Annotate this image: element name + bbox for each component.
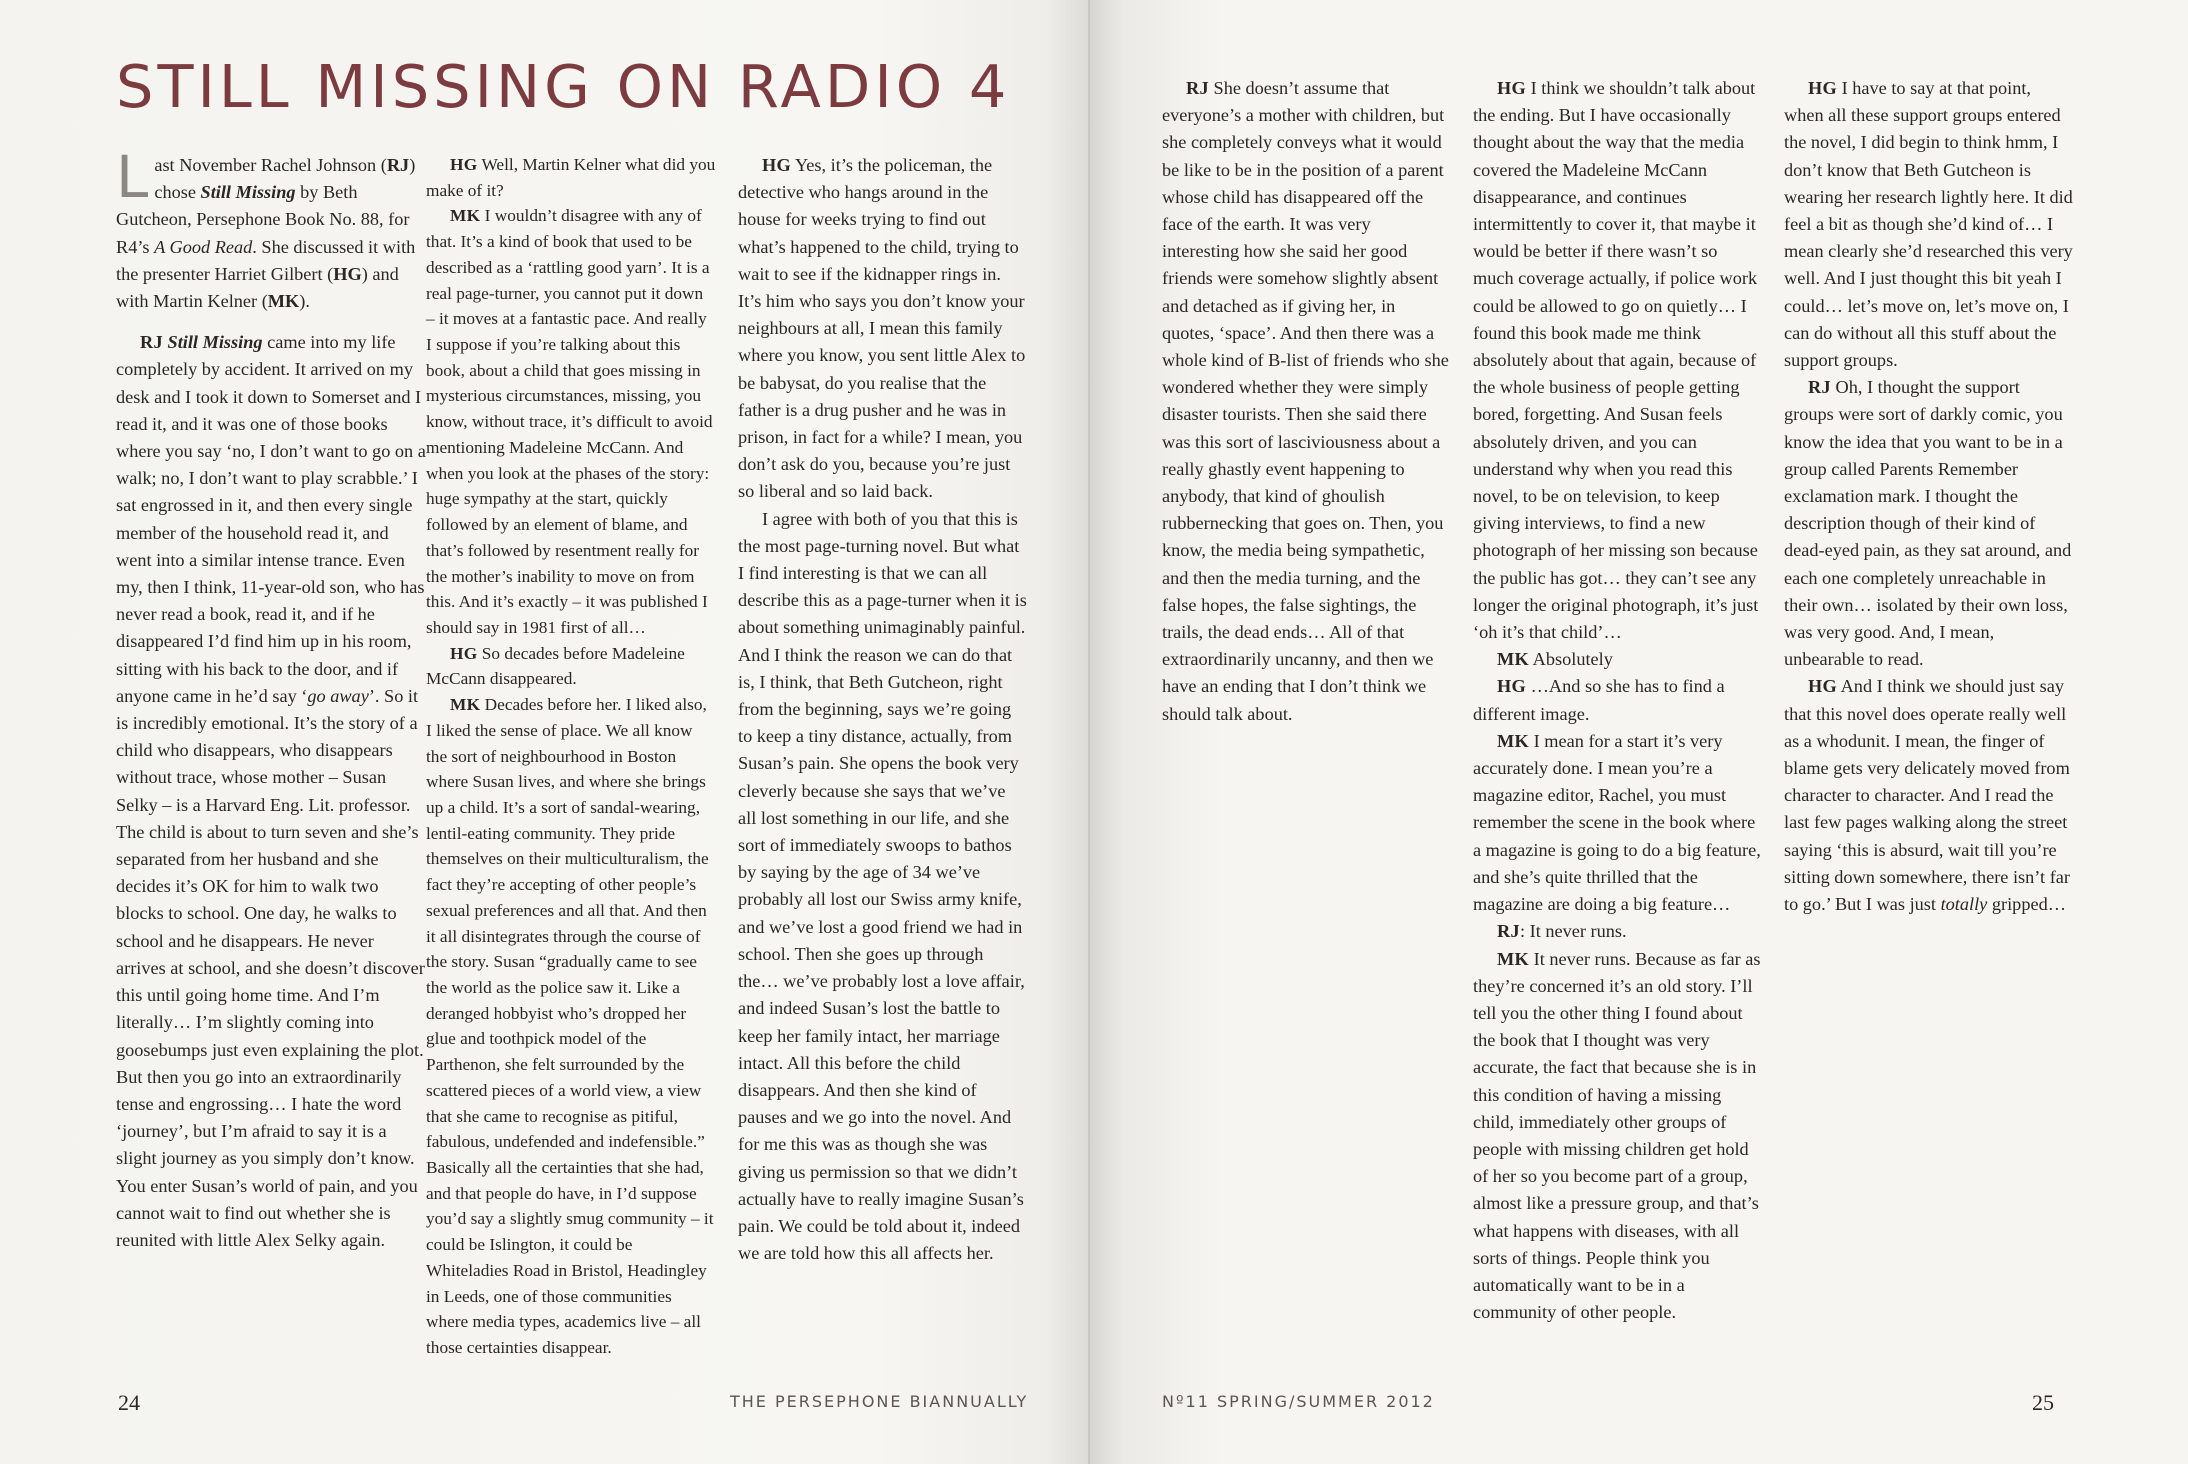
column-1 (116, 143, 428, 1254)
dialogue-paragraph: MK I mean for a start it’s very accurately done. I mean you’re a magazine editor, Rachel, you must remember the scene in the book where a magazine is going to do a big feature, and she’s quite thrilled that the magazine are doing a big feature… (1473, 730, 1761, 915)
right-page (1090, 0, 2188, 1464)
left-page (0, 0, 1090, 1464)
speaker-label: RJ (140, 332, 163, 353)
speaker-label: HG (1497, 78, 1527, 98)
column-5 (1473, 75, 1761, 1326)
dialogue-paragraph: HG And I think we should just say that this novel does operate really well as a whodunit. I mean, the finger of blame gets very delicately moved from character to character. And I read the last few pages walking along the street saying ‘this is absurd, wait till you’re sitting down somewhere, there isn’t far to go.’ But I was just totally gripped… (1784, 676, 2071, 915)
speaker-label: HG (762, 155, 792, 175)
dialogue-paragraph: MK It never runs. Because as far as they’re concerned it’s an old story. I’ll tell you the other thing I found about the book that I thought was very accurate, the fact that because she is in this condition of having a missing child, immediately other groups of people with missing children get hold of her so you become part of a group, almost like a pressure group, and that’s what happens with diseases, with all sorts of things. People think you automatically want to be in a community of other people. (1473, 948, 1761, 1323)
dialogue-paragraph: RJ She doesn’t assume that everyone’s a mother with children, but she completely conveys what it would be like to be in the position of a parent whose child has disappeared off the face of the earth. It was very interesting how she said her good friends were somehow slightly absent and detached as if giving her, in quotes, ‘space’. And then there was a whole kind of B-list of friends who she wondered whether they were simply disaster tourists. Then she said there was this sort of lasciviousness about a really ghastly event happening to anybody, that kind of ghoulish rubbernecking that goes on. Then, you know, the media being sympathetic, and then the media turning, and the false hopes, the false sightings, the trails, the dead ends… All of that extraordinarily uncanny, and then we have an ending that I don’t think we should talk about. (1162, 78, 1449, 724)
page-number-left: 24 (118, 1390, 140, 1415)
running-footer-right: Nº11 SPRING/SUMMER 2012 (1162, 1392, 1435, 1411)
speaker-label: MK (1497, 948, 1530, 969)
dialogue-paragraph: MK Absolutely (1497, 649, 1613, 670)
speaker-label: RJ (1186, 78, 1209, 98)
page-number-right: 25 (2032, 1390, 2054, 1415)
column-4 (1162, 75, 1452, 728)
intro-paragraph: Last November Rachel Johnson (RJ) chose Still Missing by Beth Gutcheon, Persephone Book No. 88, for R4’s A Good Read. She discussed it with the presenter Harriet Gilbert (HG) and with Martin Kelner (MK). (116, 143, 416, 312)
speaker-label: HG (450, 155, 478, 174)
speaker-label: RJ (1808, 377, 1831, 398)
article-title: STILL MISSING ON RADIO 4 (116, 52, 1011, 121)
column-2 (426, 152, 716, 1361)
dialogue-paragraph: RJ Still Missing came into my life completely by accident. It arrived on my desk and I took it down to Somerset and I read it, and it was one of those books where you say ‘no, I don’t want to go on a walk; no, I don’t want to play scrabble.’ I sat engrossed in it, and then every single member of the household read it, and went into a similar intense trance. Even my, then I think, 11-year-old son, who has never read a book, read it, and if he disappeared I’d find him up in his room, sitting with his back to the door, and if anyone came in he’d say ‘go away’. So it is incredibly emotional. It’s the story of a child who disappears, who disappears without trace, whose mother – Susan Selky – is a Harvard Eng. Lit. professor. The child is about to turn seven and she’s separated from her husband and she decides it’s OK for him to walk two blocks to school. One day, he walks to school and he disappears. He never arrives at school, and she doesn’t discover this until going home time. And I’m literally… I’m slightly coming into goosebumps just even explaining the plot. But then you go into an extraordinarily tense and engrossing… I hate the word ‘journey’, but I’m afraid to say it is a slight journey as you simply don’t know. You enter Susan’s world of pain, and you cannot wait to find out whether she is reunited with little Alex Selky again. (116, 332, 426, 1250)
dialogue-paragraph: HG So decades before Madeleine McCann disappeared. (426, 643, 685, 689)
drop-cap: L (116, 143, 149, 211)
dialogue-paragraph: MK I wouldn’t disagree with any of that. It’s a kind of book that used to be described as a ‘rattling good yarn’. It is a real page-turner, you cannot put it down – it moves at a fantastic pace. And really I suppose if you’re talking about this book, about a child that goes missing in mysterious circumstances, missing, you know, without trace, it’s difficult to avoid mentioning Madeleine McCann. And when you look at the phases of the story: huge sympathy at the start, quickly followed by an element of blame, and that’s followed by resentment really for the mother’s inability to move on from this. And it’s exactly – it was published I should say in 1981 first of all… (426, 206, 713, 637)
dialogue-paragraph: HG Yes, it’s the policeman, the detective who hangs around in the house for weeks trying to find out what’s happened to the child, trying to wait to see if the kidnapper rings in. It’s him who says you don’t know your neighbours at all, I mean this family where you know, you sent little Alex to be babysat, do you realise that the father is a drug pusher and he was in prison, in fact for a while? I mean, you don’t ask do you, because you’re just so liberal and so laid back. (738, 155, 1026, 502)
column-6 (1784, 75, 2074, 918)
column-3 (738, 152, 1028, 1267)
dialogue-paragraph: HG I have to say at that point, when all these support groups entered the novel, I did begin to think hmm, I don’t know that Beth Gutcheon is wearing her research lightly here. It did feel a bit as though she’d kind of… I mean clearly she’d researched this very well. And I just thought this bit yeah I could… let’s move on, let’s move on, I can do without all this stuff about the support groups. (1784, 78, 2073, 371)
dialogue-paragraph: HG Well, Martin Kelner what did you make of it? (426, 155, 716, 200)
dialogue-paragraph: I agree with both of you that this is the most page-turning novel. But what I find interesting is that we can all describe this as a page-turner when it is about something unimaginably painful. And I think the reason we can do that is, I think, that Beth Gutcheon, right from the beginning, says we’re going to keep a tiny distance, actually, from Susan’s pain. She opens the book very cleverly because she says that we’ve all lost something in our life, and she sort of immediately swoops to bathos by saying by the age of 34 we’ve probably all lost our Swiss army knife, and we’ve lost a good friend we had in school. Then she goes up through the… we’ve probably lost a love affair, and indeed Susan’s lost the battle to keep her family intact, her marriage intact. All this before the child disappears. And then she kind of pauses and we go into the novel. And for me this was as though she was giving us permission so that we didn’t actually have to really imagine Susan’s pain. We could be told about it, indeed we are told how this all affects her. (738, 508, 1027, 1264)
speaker-label: MK (1497, 649, 1530, 670)
speaker-label: HG (450, 643, 478, 663)
dialogue-paragraph: HG I think we shouldn’t talk about the ending. But I have occasionally thought about the way that the media covered the Madeleine McCann disappearance, and continues intermittently to cover it, that maybe it would be better if there wasn’t so much coverage actually, if police work could be allowed to go on quietly… I found this book made me think absolutely about that again, because of the whole business of people getting bored, forgetting. And Susan feels absolutely driven, and you can understand why when you read this novel, to be on television, to keep giving interviews, to find a new photograph of her missing son because the public has got… they can’t see any longer the original photograph, it’s just ‘oh it’s that child’… (1473, 78, 1759, 643)
dialogue-paragraph: HG …And so she has to find a different image. (1473, 676, 1725, 724)
speaker-label: MK (450, 206, 481, 226)
speaker-label: MK (450, 695, 481, 715)
speaker-label: HG (1808, 676, 1838, 697)
dialogue-paragraph: MK Decades before her. I liked also, I liked the sense of place. We all know the sort of neighbourhood in Boston where Susan lives, and where she brings up a child. It’s a sort of sandal-wearing, lentil-eating community. They pride themselves on their multiculturalism, the fact they’re accepting of other people’s sexual preferences and all that. And then it all disintegrates through the course of the story. Susan “gradually came to see the world as the police saw it. Like a deranged hobbyist who’s dropped her glue and toothpick model of the Parthenon, she felt surrounded by the scattered pieces of a world view, a view that she came to recognise as pitiful, fabulous, undefended and indefensible.” Basically all the certainties that she had, and that people do have, in I’d suppose you’d say a slightly smug community – it could be Islington, it could be Whiteladies Road in Bristol, Headingley in Leeds, one of those communities where media types, academics live – all those certainties disappear. (426, 695, 714, 1358)
speaker-label: HG (1497, 676, 1527, 697)
speaker-label: HG (1808, 78, 1838, 98)
running-footer-left: THE PERSEPHONE BIANNUALLY (730, 1392, 1029, 1411)
speaker-label: MK (1497, 730, 1530, 751)
dialogue-paragraph: RJ Oh, I thought the support groups were sort of darkly comic, you know the idea that you want to be in a group called Parents Remember exclamation mark. I thought the description though of their kind of dead-eyed pain, as they sat around, and each one completely unreachable in their own… isolated by their own loss, was very good. And, I mean, unbearable to read. (1784, 377, 2072, 670)
dialogue-paragraph: RJ: It never runs. (1497, 921, 1627, 942)
speaker-label: RJ (1497, 921, 1520, 942)
